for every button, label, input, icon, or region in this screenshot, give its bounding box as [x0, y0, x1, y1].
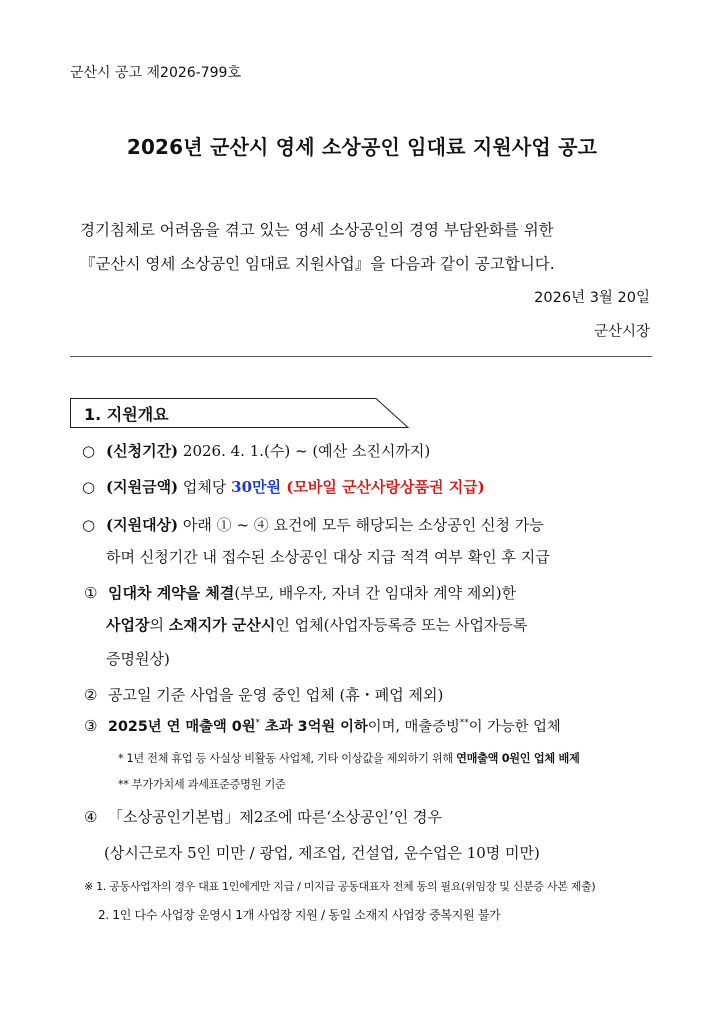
req3-text-1: 이며, 매출증빙 — [367, 719, 460, 735]
req1-text-2: 의 — [149, 616, 169, 634]
amount-note: (모바일 군산사랑상품권 지급) — [281, 478, 485, 496]
req3-note-1-bold: 연매출액 0원인 업체 배제 — [456, 752, 580, 765]
intro-line-2: 『군산시 영세 소상공인 임대료 지원사업』을 다음과 같이 공고합니다. — [80, 255, 555, 273]
req3-bold-2: 초과 3억원 이하 — [260, 719, 368, 735]
target-label: (지원대상) — [106, 516, 179, 534]
target-text-2: 하며 신청기간 내 접수된 소상공인 대상 지급 적격 여부 확인 후 지급 — [106, 548, 550, 566]
req3-note-2: ** 부가가치세 과세표준증명원 기준 — [118, 778, 286, 791]
requirement-3 — [84, 716, 561, 736]
announcement-date: 2026년 3월 20일 — [534, 290, 650, 306]
req3-sup-2: ** — [459, 718, 469, 729]
req2-text: 공고일 기준 사업을 운영 중인 업체 (휴・폐업 제외) — [108, 686, 444, 704]
req1-bold-3: 소재지가 군산시 — [168, 616, 276, 634]
section-heading: 1. 지원개요 — [84, 405, 169, 424]
list-item-amount — [82, 476, 485, 497]
amount-value: 30만원 — [231, 478, 282, 496]
bullet-icon: ○ — [82, 442, 96, 460]
requirement-2 — [84, 684, 443, 705]
req1-text-4: 증명원상) — [106, 650, 170, 668]
list-item-target — [82, 514, 544, 535]
req3-bold-1: 2025년 연 매출액 0원 — [108, 719, 256, 735]
intro-line-1: 경기침체로 어려움을 겪고 있는 영세 소상공인의 경영 부담완화를 위한 — [80, 221, 554, 239]
period-label: (신청기간) — [106, 442, 179, 460]
target-text-1: 아래 ① ~ ④ 요건에 모두 해당되는 소상공인 신청 가능 — [178, 516, 544, 534]
footnote-2: 2. 1인 다수 사업장 운영시 1개 사업장 지원 / 동일 소재지 사업장 중복지원 불가 — [98, 908, 501, 922]
section-heading-box — [70, 398, 410, 428]
bullet-icon: ○ — [82, 478, 96, 496]
requirement-number: ④ — [84, 808, 98, 826]
req3-text-2: 이 가능한 업체 — [468, 719, 561, 735]
req1-text-1: (부모, 배우자, 자녀 간 임대차 계약 제외)한 — [234, 584, 517, 602]
requirement-number: ① — [84, 584, 98, 602]
document-number: 군산시 공고 제2026-799호 — [70, 65, 241, 81]
requirement-number: ② — [84, 686, 98, 704]
period-text: 2026. 4. 1.(수) ~ (예산 소진시까지) — [178, 442, 431, 460]
requirement-1-line-2 — [106, 614, 527, 635]
req3-sup-1: * — [255, 718, 261, 729]
req3-note-1 — [118, 750, 579, 766]
amount-prefix: 업체당 — [178, 478, 232, 496]
req1-bold-1: 임대차 계약을 체결 — [108, 584, 235, 602]
signer: 군산시장 — [593, 324, 650, 340]
req4-text-2: (상시근로자 5인 미만 / 광업, 제조업, 건설업, 운수업은 10명 미만) — [104, 844, 540, 862]
requirement-number: ③ — [84, 717, 98, 735]
bullet-icon: ○ — [82, 516, 96, 534]
list-item-period — [82, 440, 430, 461]
requirement-1 — [84, 582, 516, 603]
requirement-4 — [84, 806, 442, 827]
req1-text-3: 인 업체(사업자등록증 또는 사업자등록 — [275, 616, 528, 634]
req4-text-1: 「소상공인기본법」제2조에 따른‘소상공인’인 경우 — [108, 808, 442, 826]
amount-label: (지원금액) — [106, 478, 179, 496]
footnote-1: ※ 1. 공동사업자의 경우 대표 1인에게만 지급 / 미지급 공동대표자 전체 동의 필요(위임장 및 신분증 사본 제출) — [84, 880, 596, 893]
req3-note-1-text: * 1년 전체 휴업 등 사실상 비활동 사업체, 기타 이상값을 제외하기 위해 — [118, 752, 457, 765]
page-title: 2026년 군산시 영세 소상공인 임대료 지원사업 공고 — [126, 135, 598, 159]
divider — [70, 356, 652, 357]
req1-bold-2: 사업장 — [106, 616, 150, 634]
